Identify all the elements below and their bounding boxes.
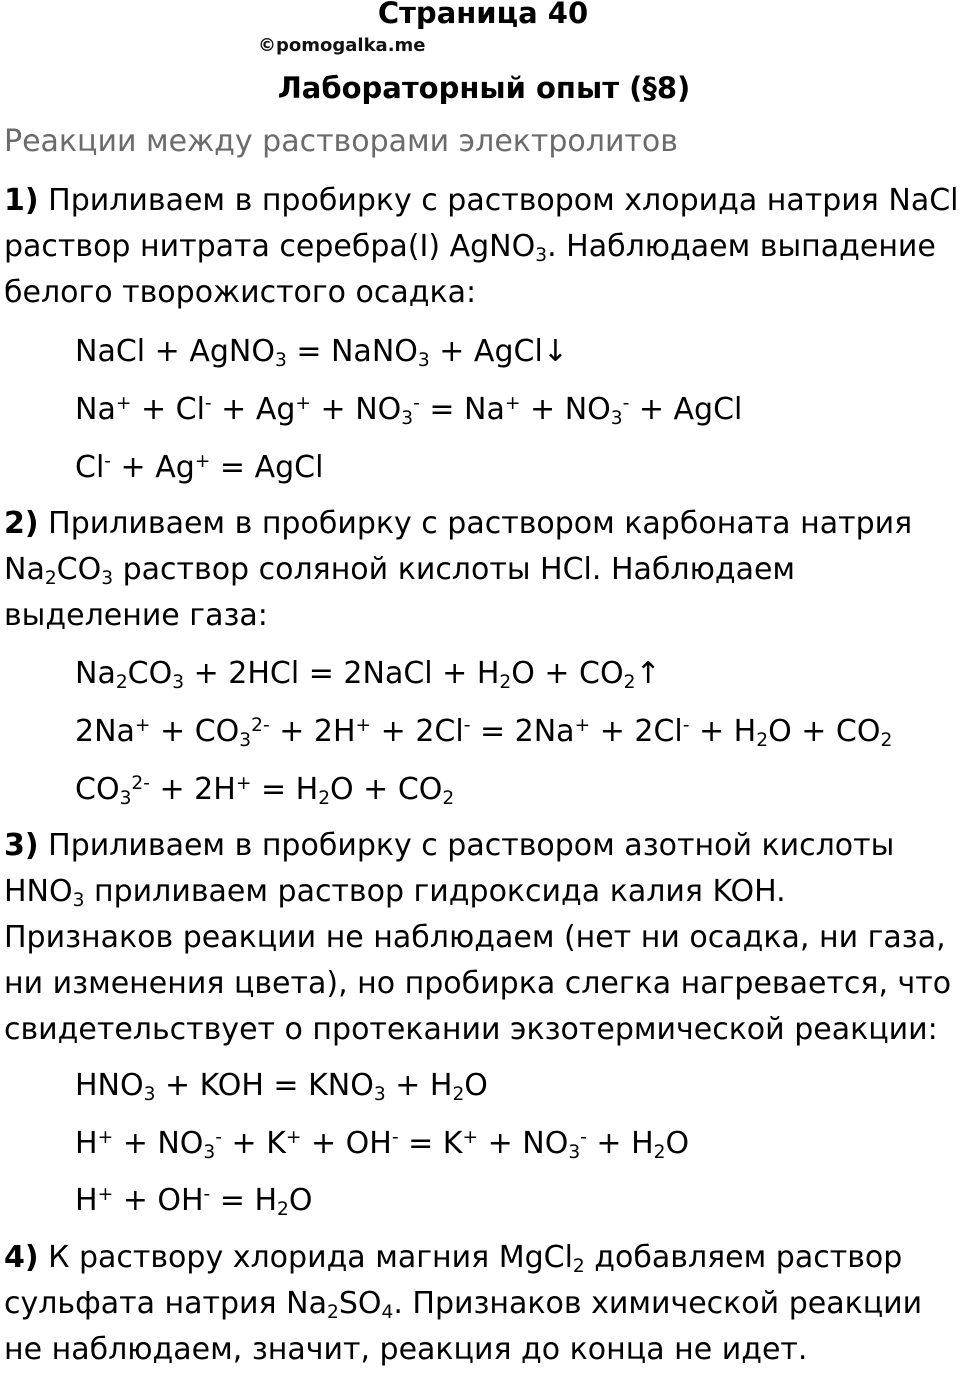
- equation-1-2: $Na^+ + Cl^- + Ag^+ + NO_3^- = Na^+ + NO_3^-$ + AgCl: [75, 392, 743, 430]
- section-number: 1): [4, 183, 39, 218]
- equation-2-1: $Na_2CO_3 + 2HCl$ = 2NaCl + $H_2O$ + $CO_2↑$: [75, 656, 661, 694]
- equation-3-3: $H^+ + OH^- = H_2O$: [75, 1183, 313, 1221]
- equation-1-1: NaCl + AgNO$_3$ = NaNO$_3$ + AgCl↓: [75, 334, 568, 372]
- section-4-text: [4, 1235, 959, 1373]
- section-2-text: [4, 501, 959, 639]
- section-body: Приливаем в пробирку с раствором хлорида натрия NaCl раствор нитрата серебра(I) AgNO$_3$. Наблюдаем выпадение белого творожистого осадка:: [4, 183, 959, 310]
- section-body: К раствору хлорида магния MgCl$_2$ добавляем раствор сульфата натрия $Na_2SO_4$. Признаков химической реакции не наблюдаем, значит, реакция до конца не идет.: [4, 1240, 923, 1367]
- equation-1-3: Cl- + Ag+ = AgCl: [75, 450, 324, 485]
- equation-3-2: $H^+ + NO_3^- + K^+ + OH^- = K^+ + NO_3^- + H_2O$: [75, 1126, 690, 1164]
- section-body: Приливаем в пробирку с раствором азотной кислоты $HNO_3$ приливаем раствор гидроксида калия KOH. Признаков реакции не наблюдаем (нет ни осадка, ни газа, ни изменения цвета), но пробирка слегка нагревается, что свидетельствует о протекании экзотермической реакции:: [4, 828, 952, 1047]
- watermark: ©pomogalka.me: [258, 35, 426, 56]
- subtitle: Реакции между растворами электролитов: [4, 124, 678, 159]
- section-body: Приливаем в пробирку с раствором карбоната натрия $Na_2CO_3$ раствор соляной кислоты HCl. Наблюдаем выделение газа:: [4, 506, 913, 633]
- section-number: 2): [4, 506, 39, 541]
- section-3-text: [4, 823, 959, 1053]
- equation-3-1: $HNO_3$ + KOH = $KNO_3 + H_2O$: [75, 1068, 488, 1106]
- lab-title: Лабораторный опыт (§8): [277, 71, 691, 105]
- section-number: 4): [4, 1240, 39, 1275]
- equation-2-3: $CO_3^{2-} + 2H^+ = H_2O + CO_2$: [75, 772, 455, 810]
- page-title: Страница 40: [377, 0, 589, 30]
- section-1-text: [4, 178, 959, 316]
- equation-2-2: $2Na^+ + CO_3^{2-} + 2H^+ + 2Cl^- = 2Na^+ + 2Cl^- + H_2O + CO_2$: [75, 714, 893, 752]
- section-number: 3): [4, 828, 39, 863]
